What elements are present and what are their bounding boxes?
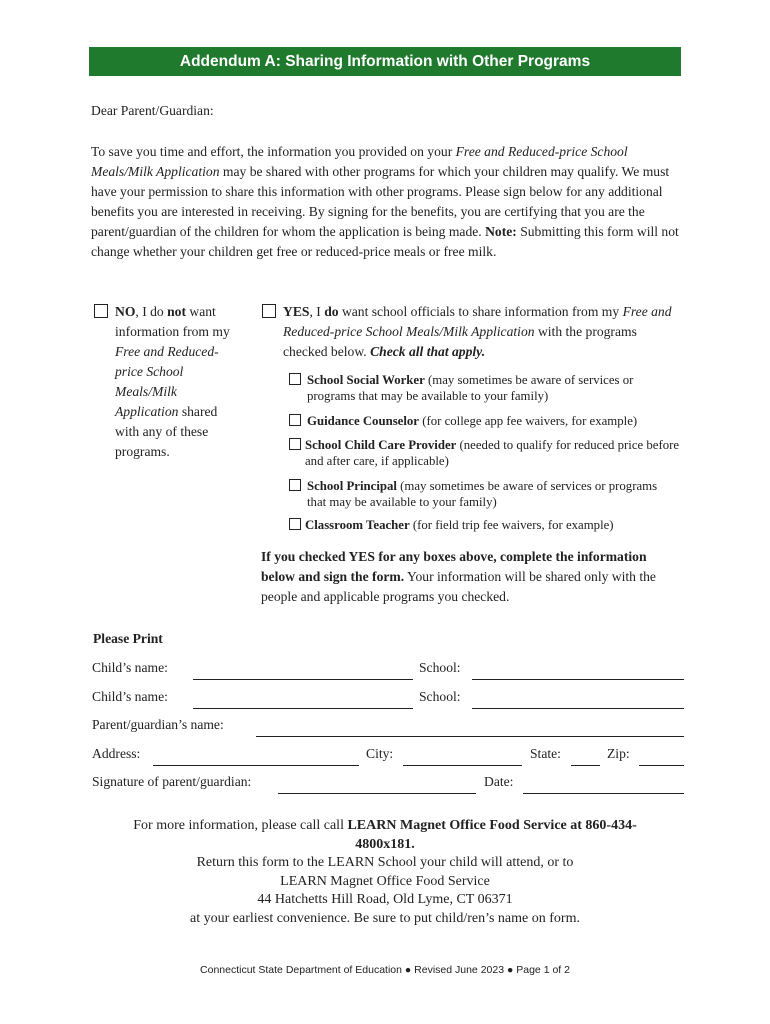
no-checkbox[interactable] xyxy=(94,304,108,322)
page-title: Addendum A: Sharing Information with Other Programs xyxy=(179,52,591,70)
yes-do-word: do xyxy=(324,304,339,319)
zip-label: Zip: xyxy=(607,746,630,761)
school-label-1: School: xyxy=(419,660,461,675)
contact-phone: LEARN Magnet Office Food Service at 860-434-4800x181. xyxy=(347,818,637,852)
program-desc: (for field trip fee waivers, for example) xyxy=(409,518,614,532)
yes-followup xyxy=(261,547,666,607)
greeting: Dear Parent/Guardian: xyxy=(91,103,214,118)
child-name-field-1[interactable] xyxy=(193,679,413,680)
state-field[interactable] xyxy=(571,765,600,766)
child-name-label-1: Child’s name: xyxy=(92,660,168,675)
child-name-field-2[interactable] xyxy=(193,708,413,709)
program-item-child-care xyxy=(289,437,684,469)
program-item-principal xyxy=(289,478,679,510)
please-print-heading: Please Print xyxy=(93,631,163,646)
program-name: School Child Care Provider xyxy=(305,438,457,452)
zip-field[interactable] xyxy=(639,765,684,766)
yes-app-name: Free and Reduced-price School Meals/Milk Application xyxy=(283,304,672,339)
signature-label: Signature of parent/guardian: xyxy=(92,774,252,789)
city-field[interactable] xyxy=(403,765,522,766)
yes-text-2: want school officials to share information from my xyxy=(338,304,623,319)
program-name: School Principal xyxy=(307,479,397,493)
program-desc: (for college app fee waivers, for example) xyxy=(419,414,638,428)
intro-text-2: may be shared with other programs for which your children may qualify. We must have your permission to share this information with other programs. Please sign below for any additional benefits you are interested in receiving. By signing for the benefits, you are certifying that you are the parent/guardian of the children for whom the application is being made. xyxy=(91,164,670,239)
parent-name-label: Parent/guardian’s name: xyxy=(92,717,224,732)
program-name: Classroom Teacher xyxy=(305,518,410,532)
no-app-name: Free and Reduced-price School Meals/Milk Application xyxy=(115,344,219,419)
yes-checkbox[interactable] xyxy=(262,304,276,322)
program-desc: (may sometimes be aware of services or programs that may be available to your family) xyxy=(307,479,658,509)
contact-info xyxy=(110,817,660,928)
footer-page: Page 1 of 2 xyxy=(516,964,570,976)
child-care-checkbox[interactable] xyxy=(289,438,301,450)
contact-address: 44 Hatchetts Hill Road, Old Lyme, CT 06371 xyxy=(257,892,513,907)
no-not-word: not xyxy=(167,304,186,319)
program-item-guidance-counselor xyxy=(289,413,679,429)
date-field[interactable] xyxy=(523,793,684,794)
contact-line-2: Return this form to the LEARN School your child will attend, or to xyxy=(196,855,574,870)
no-text-1: , I do xyxy=(135,304,168,319)
note-label: Note: xyxy=(485,224,517,239)
school-field-1[interactable] xyxy=(472,679,684,680)
address-field[interactable] xyxy=(153,765,359,766)
contact-line-3: LEARN Magnet Office Food Service xyxy=(280,873,490,889)
yes-followup-bold: If you checked YES for any boxes above, complete the information below and sign the form. xyxy=(261,549,647,584)
note-text: Submitting this form will not change whether your children get free or reduced-price meals or free milk. xyxy=(91,224,679,259)
program-name: Guidance Counselor xyxy=(307,414,419,428)
no-label: NO xyxy=(115,304,136,319)
intro-app-name: Free and Reduced-price School Meals/Milk Application xyxy=(91,144,628,179)
footer-revised: Revised June 2023 xyxy=(414,964,505,976)
yes-text-1: , I xyxy=(309,304,325,319)
page-footer xyxy=(0,964,770,976)
yes-followup-normal: Your information will be shared only with the people and applicable programs you checked. xyxy=(261,569,656,604)
check-all-instruction: Check all that apply. xyxy=(370,344,486,359)
contact-line-1: For more information, please call call xyxy=(133,818,348,833)
contact-line-5: at your earliest convenience. Be sure to put child/ren’s name on form. xyxy=(190,910,580,926)
program-desc: (may sometimes be aware of services or programs that may be available to your family) xyxy=(307,373,634,403)
yes-label: YES xyxy=(283,304,310,319)
guidance-counselor-checkbox[interactable] xyxy=(289,414,301,426)
program-desc: (needed to qualify for reduced price before and after care, if applicable) xyxy=(305,438,680,468)
classroom-teacher-checkbox[interactable] xyxy=(289,518,301,530)
bullet-icon: ● xyxy=(404,964,415,976)
bullet-icon: ● xyxy=(506,964,517,976)
child-name-label-2: Child’s name: xyxy=(92,689,168,704)
state-label: State: xyxy=(530,746,561,761)
intro-text-1: To save you time and effort, the information you provided on your xyxy=(91,144,456,159)
yes-option-text xyxy=(283,302,683,362)
program-name: School Social Worker xyxy=(307,373,425,387)
intro-paragraph xyxy=(91,142,683,262)
parent-name-field[interactable] xyxy=(256,736,684,737)
school-label-2: School: xyxy=(419,689,461,704)
no-text-3: shared with any of these programs. xyxy=(115,404,218,459)
program-item-classroom-teacher xyxy=(289,517,684,533)
school-field-2[interactable] xyxy=(472,708,684,709)
footer-dept: Connecticut State Department of Education xyxy=(200,964,402,976)
date-label: Date: xyxy=(484,774,514,789)
address-label: Address: xyxy=(92,746,141,761)
program-item-social-worker xyxy=(289,372,679,404)
principal-checkbox[interactable] xyxy=(289,479,301,491)
no-option-text xyxy=(115,302,240,462)
header-bar xyxy=(89,47,681,76)
signature-field[interactable] xyxy=(278,793,476,794)
city-label: City: xyxy=(366,746,394,761)
no-text-2: want information from my xyxy=(115,304,230,339)
social-worker-checkbox[interactable] xyxy=(289,373,301,385)
yes-text-3: with the programs checked below. xyxy=(283,324,637,359)
